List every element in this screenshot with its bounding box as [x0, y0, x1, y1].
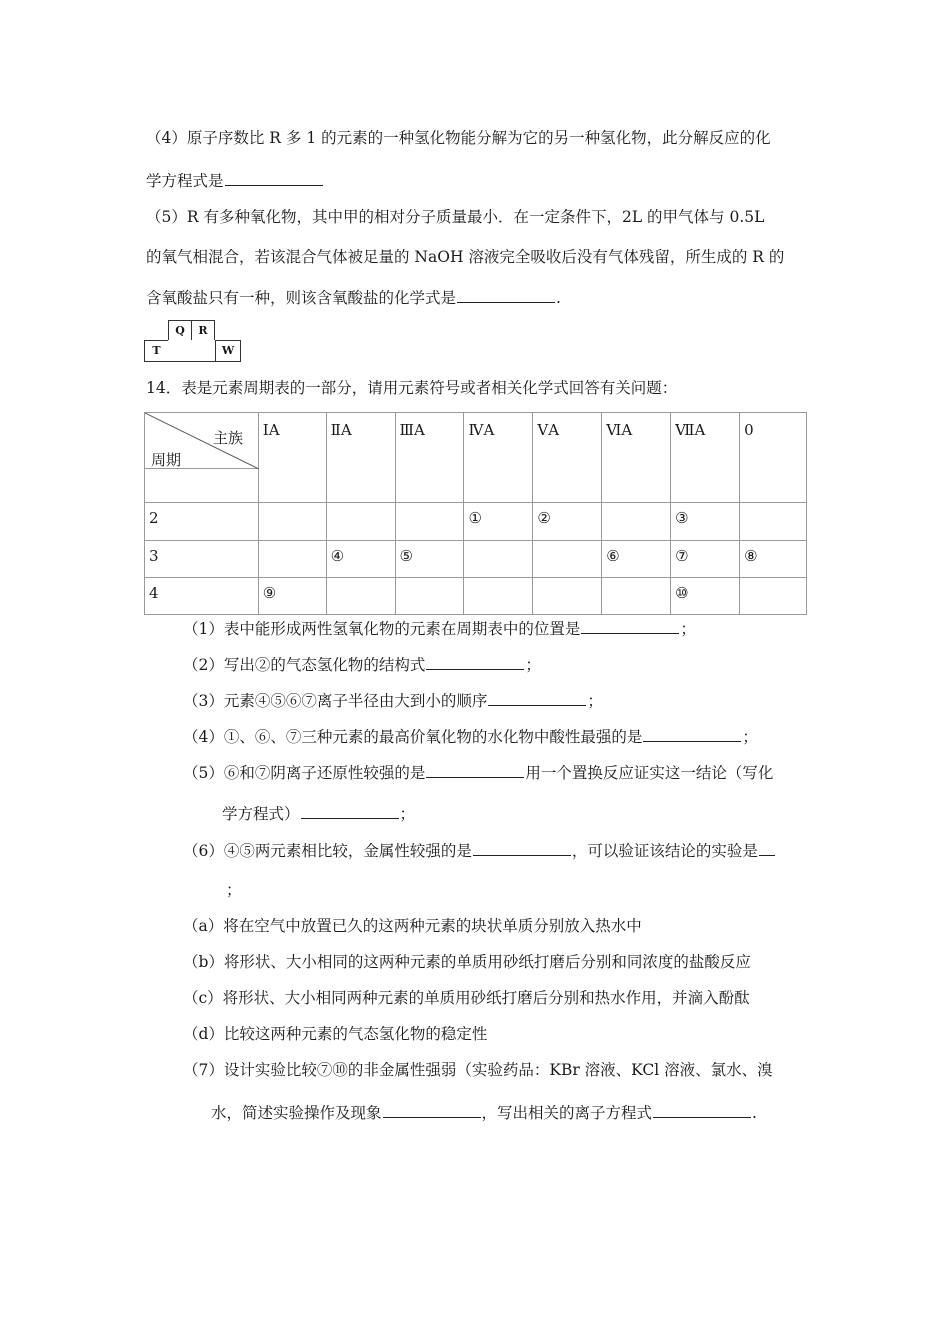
answer-blank[interactable] — [581, 618, 679, 634]
element-1: ① — [464, 503, 533, 541]
element-9: ⑨ — [258, 578, 326, 615]
table-cell — [740, 578, 807, 615]
element-4: ④ — [326, 541, 395, 578]
table-cell — [326, 503, 395, 541]
answer-blank[interactable] — [426, 762, 524, 778]
semicolon: ； — [399, 805, 416, 823]
cell-empty — [168, 340, 216, 362]
period-mark: . — [556, 289, 561, 307]
table-cell — [326, 578, 395, 615]
table-row-period-3 — [145, 541, 807, 578]
q14-sub5-text-a: （5）⑥和⑦阴离子还原性较强的是 — [183, 764, 426, 782]
q14-sub7-text-b: 水，简述实验操作及现象 — [211, 1104, 382, 1122]
q14-sub3-text: （3）元素④⑤⑥⑦离子半径由大到小的顺序 — [183, 692, 488, 710]
answer-blank[interactable] — [225, 170, 323, 186]
q14-sub1 — [183, 618, 696, 639]
table-row-period-4 — [145, 578, 807, 615]
answer-blank[interactable] — [643, 726, 741, 742]
q14-sub6-line2: ； — [226, 881, 242, 899]
corner-bottom-label: 周期 — [151, 451, 182, 469]
answer-blank[interactable] — [759, 840, 775, 856]
period-2-label: 2 — [145, 503, 259, 541]
q14-sub5-text-b: 用一个置换反应证实这一结论（写化 — [525, 764, 774, 782]
table-cell — [533, 541, 602, 578]
q14-sub7-line2 — [211, 1102, 757, 1123]
cell-r: R — [191, 320, 215, 341]
answer-blank[interactable] — [383, 1102, 481, 1118]
table-cell — [395, 503, 464, 541]
header-2a: ⅡA — [326, 413, 395, 503]
q14-sub1-text: （1）表中能形成两性氢氧化物的元素在周期表中的位置是 — [183, 620, 581, 638]
answer-blank[interactable] — [457, 287, 555, 303]
period-4-label: 4 — [145, 578, 259, 615]
q13-part4-line2 — [146, 170, 324, 191]
periodic-table — [144, 412, 807, 615]
cell-q: Q — [168, 320, 192, 341]
table-cell — [395, 578, 464, 615]
header-4a: ⅣA — [464, 413, 533, 503]
element-3: ③ — [671, 503, 740, 541]
header-6a: ⅥA — [602, 413, 671, 503]
element-5: ⑤ — [395, 541, 464, 578]
table-cell — [602, 578, 671, 615]
element-8: ⑧ — [740, 541, 807, 578]
header-7a: ⅦA — [671, 413, 740, 503]
q13-part5-line3 — [146, 287, 561, 308]
q13-part5-line1: （5）R 有多种氧化物，其中甲的相对分子质量最小．在一定条件下，2L 的甲气体与 0.5L — [146, 208, 765, 226]
q14-sub7-line1: （7）设计实验比较⑦⑩的非金属性强弱（实验药品：KBr 溶液、KCl 溶液、氯水、溴 — [183, 1061, 773, 1079]
table-cell — [602, 503, 671, 541]
table-cell — [258, 541, 326, 578]
corner-top-label: 主族 — [213, 429, 244, 447]
answer-blank[interactable] — [653, 1102, 751, 1118]
table-cell — [464, 541, 533, 578]
option-a: （a）将在空气中放置已久的这两种元素的块状单质分别放入热水中 — [183, 917, 642, 935]
cell-t: T — [144, 340, 169, 362]
table-cell — [258, 503, 326, 541]
q13-part4-line1: （4）原子序数比 R 多 1 的元素的一种氢化物能分解为它的另一种氢化物，此分解反应的化 — [146, 129, 771, 147]
answer-blank[interactable] — [473, 840, 571, 856]
semicolon: ； — [742, 728, 758, 746]
table-cell — [464, 578, 533, 615]
semicolon: ； — [587, 692, 603, 710]
table-cell — [740, 503, 807, 541]
table-header-row — [145, 413, 807, 469]
cell-w: W — [215, 340, 241, 362]
period-mark: . — [752, 1104, 757, 1122]
element-6: ⑥ — [602, 541, 671, 578]
element-2: ② — [533, 503, 602, 541]
table-cell — [145, 469, 259, 503]
element-position-diagram — [144, 320, 241, 362]
semicolon: ； — [680, 620, 696, 638]
header-1a: ⅠA — [258, 413, 326, 503]
q14-sub4-text: （4）①、⑥、⑦三种元素的最高价氧化物的水化物中酸性最强的是 — [183, 728, 643, 746]
q14-sub4 — [183, 726, 758, 747]
header-3a: ⅢA — [395, 413, 464, 503]
semicolon: ； — [525, 656, 541, 674]
table-row-period-2 — [145, 503, 807, 541]
q14-sub5-text-c: 学方程式） — [222, 805, 300, 823]
option-d: （d）比较这两种元素的气态氢化物的稳定性 — [183, 1025, 488, 1043]
q14-title: 14．表是元素周期表的一部分，请用元素符号或者相关化学式回答有关问题： — [146, 379, 678, 397]
q14-sub7-text-c: ，写出相关的离子方程式 — [481, 1104, 653, 1122]
q14-sub3 — [183, 690, 603, 711]
q13-part5-line2: 的氧气相混合，若该混合气体被足量的 NaOH 溶液完全吸收后没有气体残留，所生成的 R 的 — [146, 248, 785, 266]
q13-part5-text: 含氧酸盐只有一种，则该含氧酸盐的化学式是 — [146, 289, 457, 307]
q14-sub6-line1 — [183, 840, 776, 861]
answer-blank[interactable] — [426, 654, 524, 670]
q13-part4-text: 学方程式是 — [146, 172, 224, 190]
q14-sub6-text-b: ，可以验证该结论的实验是 — [571, 842, 758, 860]
q14-sub5-line2 — [222, 803, 415, 824]
header-5a: ⅤA — [533, 413, 602, 503]
table-cell — [533, 578, 602, 615]
option-b: （b）将形状、大小相同的这两种元素的单质用砂纸打磨后分别和同浓度的盐酸反应 — [183, 953, 751, 971]
q14-sub2-text: （2）写出②的气态氢化物的结构式 — [183, 656, 426, 674]
element-7: ⑦ — [671, 541, 740, 578]
option-c: （c）将形状、大小相同两种元素的单质用砂纸打磨后分别和热水作用，并滴入酚酞 — [183, 989, 750, 1007]
header-0: 0 — [740, 413, 807, 503]
period-3-label: 3 — [145, 541, 259, 578]
answer-blank[interactable] — [301, 803, 399, 819]
corner-cell — [145, 413, 259, 469]
q14-sub5-line1 — [183, 762, 773, 783]
q14-sub6-text-a: （6）④⑤两元素相比较，金属性较强的是 — [183, 842, 472, 860]
element-10: ⑩ — [671, 578, 740, 615]
q14-sub2 — [183, 654, 541, 675]
answer-blank[interactable] — [488, 690, 586, 706]
